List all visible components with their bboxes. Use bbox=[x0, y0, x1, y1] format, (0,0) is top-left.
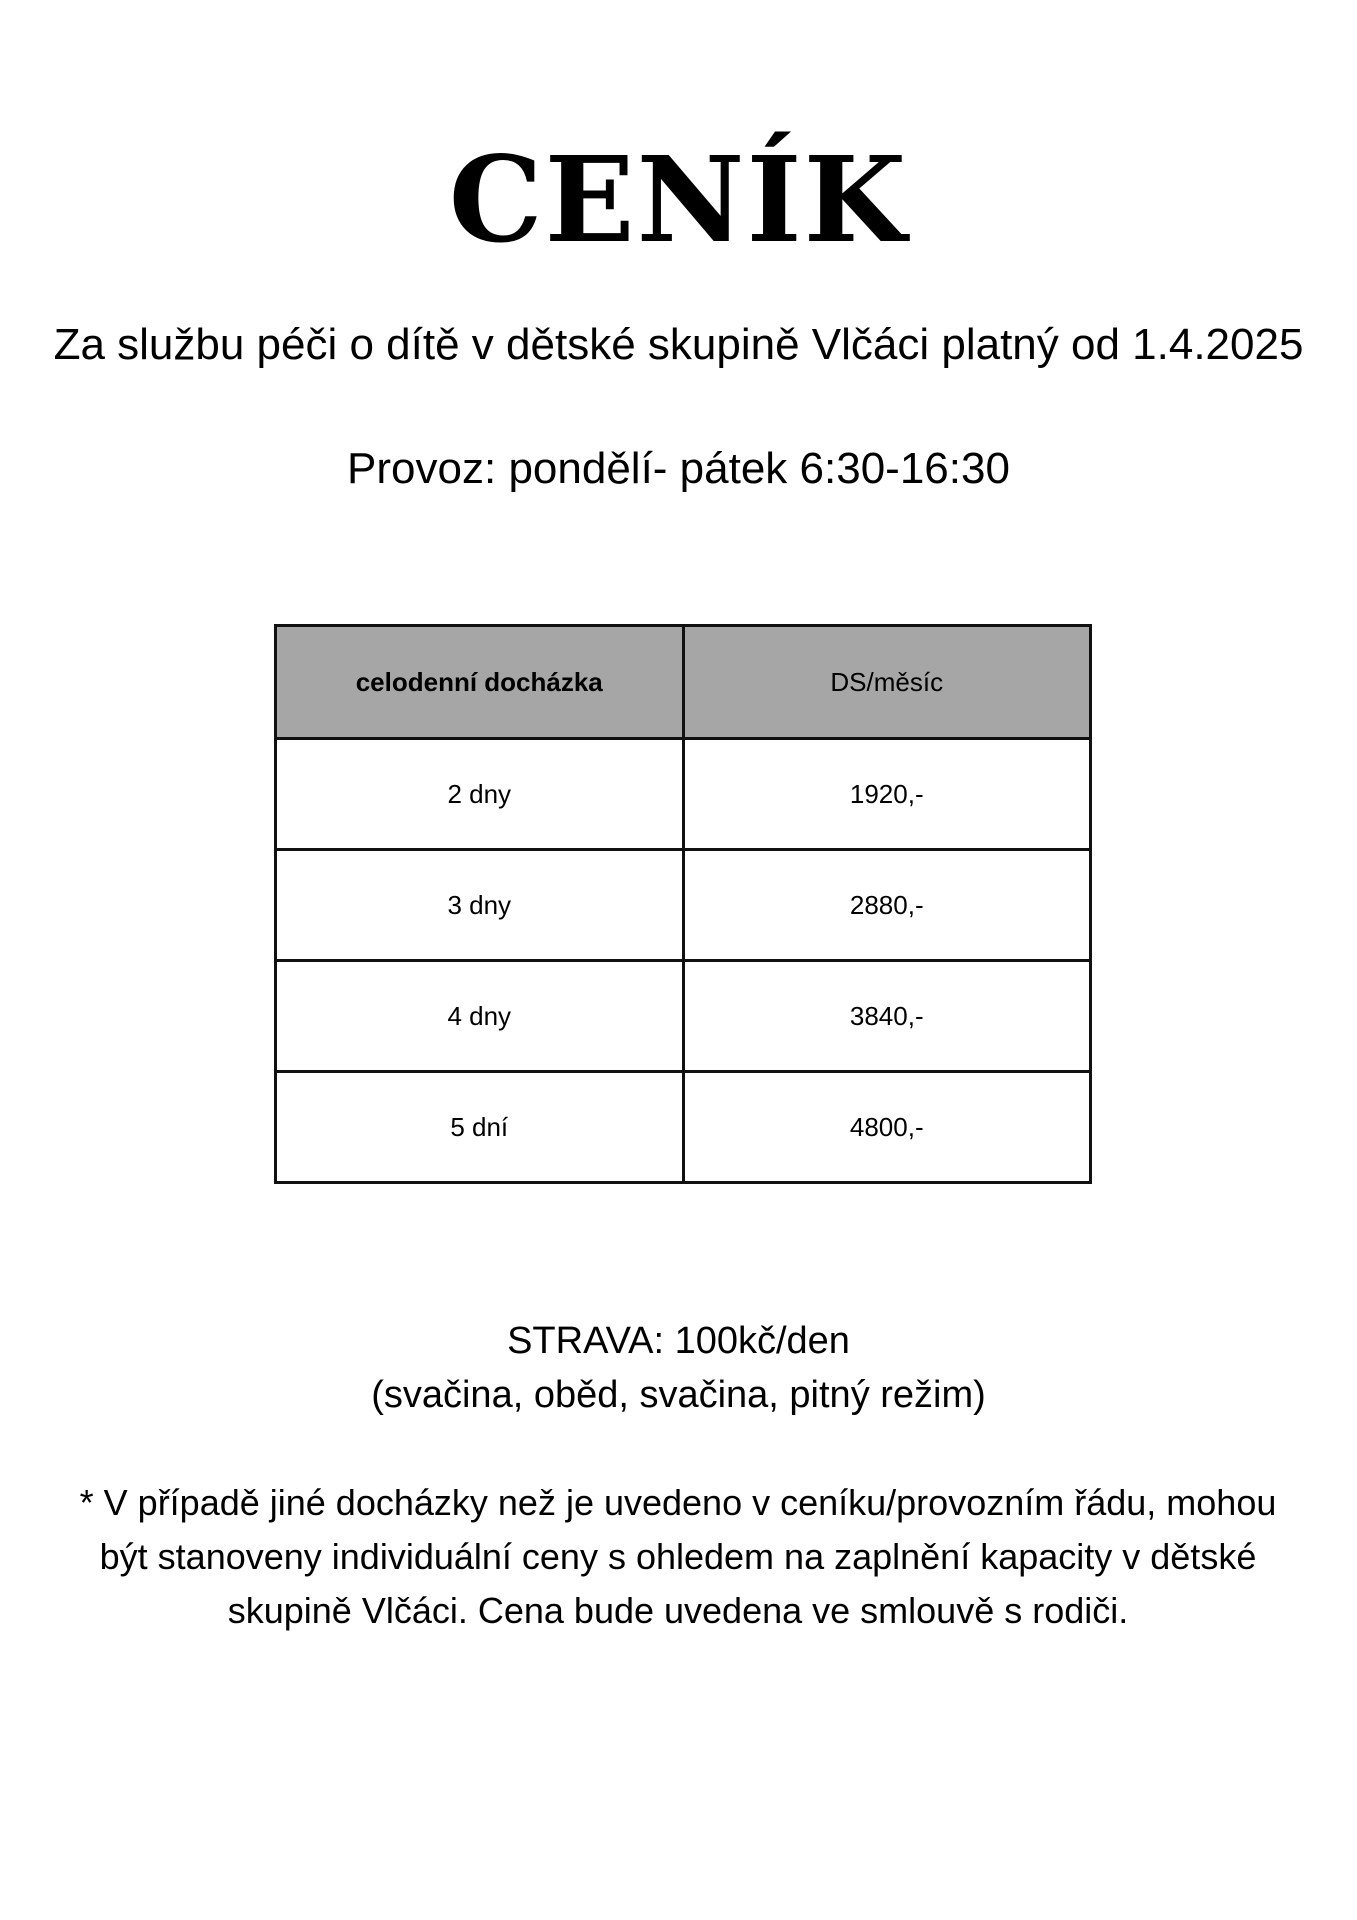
meal-info bbox=[0, 1314, 1357, 1422]
price-cell: 4800,- bbox=[683, 1072, 1091, 1183]
meal-contents: (svačina, oběd, svačina, pitný režim) bbox=[371, 1374, 986, 1416]
header-price: DS/měsíc bbox=[683, 626, 1091, 739]
attendance-cell: 2 dny bbox=[276, 739, 684, 850]
meal-price: STRAVA: 100kč/den bbox=[507, 1320, 850, 1362]
price-cell: 1920,- bbox=[683, 739, 1091, 850]
footnote: * V případě jiné docházky než je uvedeno v ceníku/provozním řádu, mohou být stanoveny individuální ceny s ohledem na zaplnění kapacity v dětské skupině Vlčáci. Cena bude uvedena ve smlouvě s rodiči. bbox=[79, 1482, 1277, 1631]
page-title: CENÍK bbox=[448, 130, 909, 269]
price-list-subtitle: Za službu péči o dítě v dětské skupině Vlčáci platný od 1.4.2025 bbox=[53, 320, 1304, 369]
attendance-cell: 4 dny bbox=[276, 961, 684, 1072]
table-row bbox=[276, 850, 1091, 961]
price-cell: 2880,- bbox=[683, 850, 1091, 961]
table-header-row bbox=[276, 626, 1091, 739]
table-row bbox=[276, 1072, 1091, 1183]
table-row bbox=[276, 961, 1091, 1072]
attendance-cell: 5 dní bbox=[276, 1072, 684, 1183]
operating-hours: Provoz: pondělí- pátek 6:30-16:30 bbox=[347, 444, 1010, 493]
price-cell: 3840,- bbox=[683, 961, 1091, 1072]
attendance-cell: 3 dny bbox=[276, 850, 684, 961]
price-table bbox=[274, 624, 1092, 1184]
header-attendance: celodenní docházka bbox=[276, 626, 684, 739]
table-row bbox=[276, 739, 1091, 850]
